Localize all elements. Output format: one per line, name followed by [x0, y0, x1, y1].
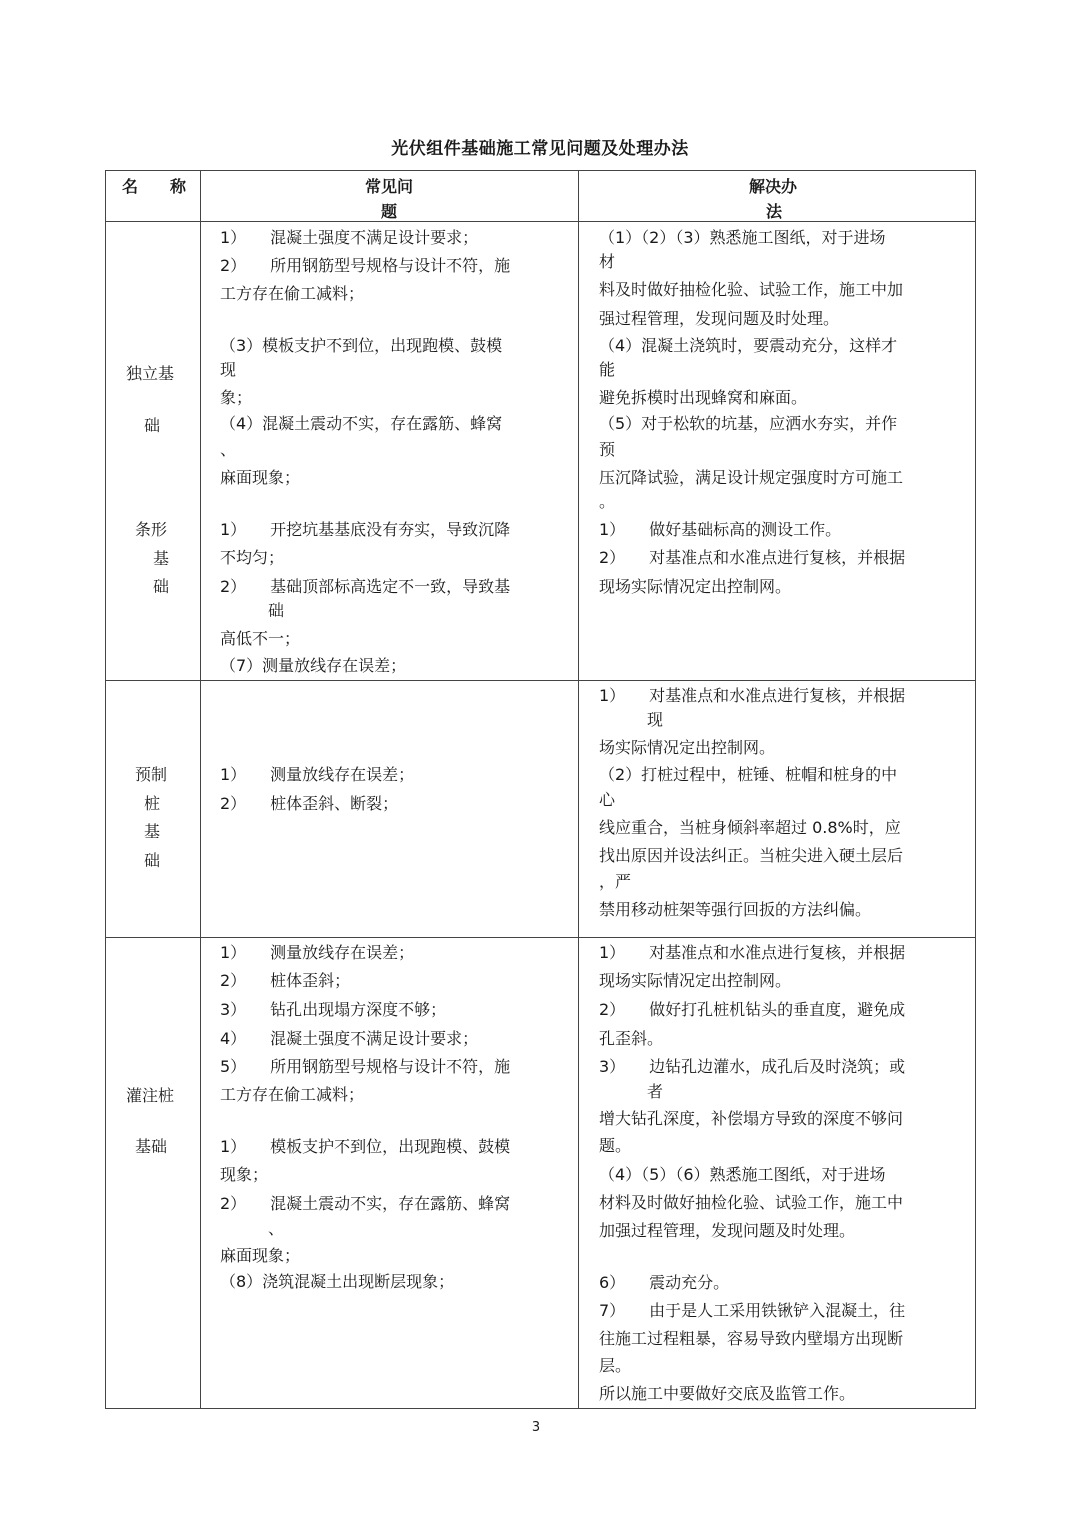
solution-line: 3） 边钻孔边灌水，成孔后及时浇筑；或: [599, 1057, 906, 1076]
solution-line: （4）混凝土浇筑时，要震动充分，这样才: [599, 336, 898, 355]
solution-line: 6） 震动充分。: [599, 1273, 730, 1292]
row-name-line: 基础: [135, 1137, 168, 1156]
problem-line: 1） 测量放线存在误差；: [220, 765, 415, 784]
header-solutions-cont: 法: [766, 202, 783, 221]
problem-line: 3） 钻孔出现塌方深度不够；: [220, 1000, 447, 1019]
table-border-right: [975, 170, 976, 1409]
problem-line: 现象；: [220, 1165, 269, 1184]
problem-line: 麻面现象；: [220, 468, 301, 487]
solution-line: 现场实际情况定出控制网。: [599, 971, 792, 990]
problem-line: 现: [220, 360, 237, 379]
solution-line: 1） 对基准点和水准点进行复核，并根据: [599, 686, 906, 705]
problem-line: 1） 开挖坑基基底没有夯实，导致沉降: [220, 520, 511, 539]
solution-line: （1）（2）（3）熟悉施工图纸，对于进场: [599, 228, 886, 247]
problem-line: 高低不一；: [220, 629, 301, 648]
solution-line: 1） 做好基础标高的测设工作。: [599, 520, 842, 539]
solution-line: 禁用移动桩架等强行回扳的方法纠偏。: [599, 900, 872, 919]
solution-line: 材: [599, 252, 616, 271]
row-name-line: 独立基: [126, 364, 175, 383]
solution-line: （4）（5）（6）熟悉施工图纸，对于进场: [599, 1165, 886, 1184]
problem-line: 1） 测量放线存在误差；: [220, 943, 415, 962]
solution-line: 层。: [599, 1356, 632, 1375]
table-border-left: [105, 170, 106, 1409]
solution-line: 者: [647, 1082, 664, 1101]
solution-line: 往施工过程粗暴，容易导致内壁塌方出现断: [599, 1329, 904, 1348]
solution-line: 能: [599, 360, 616, 379]
problem-line: 5） 所用钢筋型号规格与设计不符，施: [220, 1057, 511, 1076]
header-problems: 常见问: [365, 177, 414, 196]
table-column-divider: [200, 170, 201, 1409]
solution-line: 7） 由于是人工采用铁锹铲入混凝土，往: [599, 1301, 906, 1320]
row-name-line: 础: [144, 851, 161, 870]
table-column-divider: [578, 170, 579, 1409]
solution-line: ，严: [599, 872, 632, 891]
row-name-line: 灌注桩: [126, 1086, 175, 1105]
row-name-line: 础: [144, 416, 161, 435]
header-solutions: 解决办: [749, 177, 798, 196]
solution-line: 增大钻孔深度，补偿塌方导致的深度不够问: [599, 1109, 904, 1128]
solution-line: 现: [647, 710, 664, 729]
problem-line: 2） 桩体歪斜；: [220, 971, 351, 990]
solution-line: 找出原因并设法纠正。当桩尖进入硬土层后: [599, 846, 904, 865]
solution-line: 孔歪斜。: [599, 1029, 664, 1048]
problem-line: 象；: [220, 388, 253, 407]
problem-line: 工方存在偷工减料；: [220, 284, 365, 303]
problem-line: （7）测量放线存在误差；: [220, 656, 407, 675]
problem-line: （3）模板支护不到位，出现跑模、鼓模: [220, 336, 503, 355]
problem-line: 麻面现象；: [220, 1246, 301, 1265]
solution-line: 2） 对基准点和水准点进行复核，并根据: [599, 548, 906, 567]
table-border-bottom: [105, 1408, 976, 1409]
problem-line: 1） 模板支护不到位，出现跑模、鼓模: [220, 1137, 511, 1156]
problem-line: 、: [220, 440, 237, 459]
header-name-char-1: 名: [122, 177, 139, 196]
header-problems-cont: 题: [381, 202, 398, 221]
solution-line: （5）对于松软的坑基，应洒水夯实，并作: [599, 414, 898, 433]
row-name-line: 预制: [135, 765, 168, 784]
solution-line: 2） 做好打孔桩机钻头的垂直度，避免成: [599, 1000, 906, 1019]
table-header-divider: [105, 221, 976, 222]
solution-line: 压沉降试验，满足设计规定强度时方可施工: [599, 468, 904, 487]
solution-line: 强过程管理，发现问题及时处理。: [599, 309, 840, 328]
solution-line: 场实际情况定出控制网。: [599, 738, 776, 757]
table-border-top: [105, 170, 976, 171]
row-name-line: 础: [153, 577, 170, 596]
problem-line: 工方存在偷工减料；: [220, 1085, 365, 1104]
problem-line: （4）混凝土震动不实，存在露筋、蜂窝: [220, 414, 503, 433]
solution-line: 现场实际情况定出控制网。: [599, 577, 792, 596]
solution-line: 。: [599, 492, 616, 511]
problem-line: （8）浇筑混凝土出现断层现象；: [220, 1272, 455, 1291]
solution-line: 预: [599, 440, 616, 459]
solution-line: 心: [599, 790, 616, 809]
row-name-line: 基: [144, 822, 161, 841]
row-name-line: 桩: [144, 794, 161, 813]
problem-line: 不均匀；: [220, 548, 285, 567]
problem-line: 础: [268, 601, 285, 620]
solution-line: 加强过程管理，发现问题及时处理。: [599, 1221, 856, 1240]
problem-line: 2） 所用钢筋型号规格与设计不符，施: [220, 256, 511, 275]
solution-line: 材料及时做好抽检化验、试验工作，施工中: [599, 1193, 904, 1212]
solution-line: （2）打桩过程中，桩锤、桩帽和桩身的中: [599, 765, 898, 784]
problem-line: 、: [268, 1219, 285, 1238]
page-title: 光伏组件基础施工常见问题及处理办法: [391, 139, 689, 159]
problem-line: 2） 基础顶部标高选定不一致，导致基: [220, 577, 511, 596]
problem-line: 2） 混凝土震动不实，存在露筋、蜂窝: [220, 1194, 511, 1213]
table-row-divider: [105, 680, 976, 681]
solution-line: 所以施工中要做好交底及监管工作。: [599, 1384, 856, 1403]
row-name-line: 条形: [135, 520, 168, 539]
page-number: 3: [531, 1420, 541, 1435]
problem-line: 4） 混凝土强度不满足设计要求；: [220, 1029, 479, 1048]
solution-line: 料及时做好抽检化验、试验工作，施工中加: [599, 280, 904, 299]
header-name-char-2: 称: [170, 177, 187, 196]
solution-line: 1） 对基准点和水准点进行复核，并根据: [599, 943, 906, 962]
solution-line: 避免拆模时出现蜂窝和麻面。: [599, 388, 808, 407]
problem-line: 1） 混凝土强度不满足设计要求；: [220, 228, 479, 247]
row-name-line: 基: [153, 549, 170, 568]
solution-line: 题。: [599, 1136, 632, 1155]
problem-line: 2） 桩体歪斜、断裂；: [220, 794, 399, 813]
table-row-divider: [105, 937, 976, 938]
solution-line: 线应重合，当桩身倾斜率超过 0.8%时，应: [599, 818, 901, 837]
